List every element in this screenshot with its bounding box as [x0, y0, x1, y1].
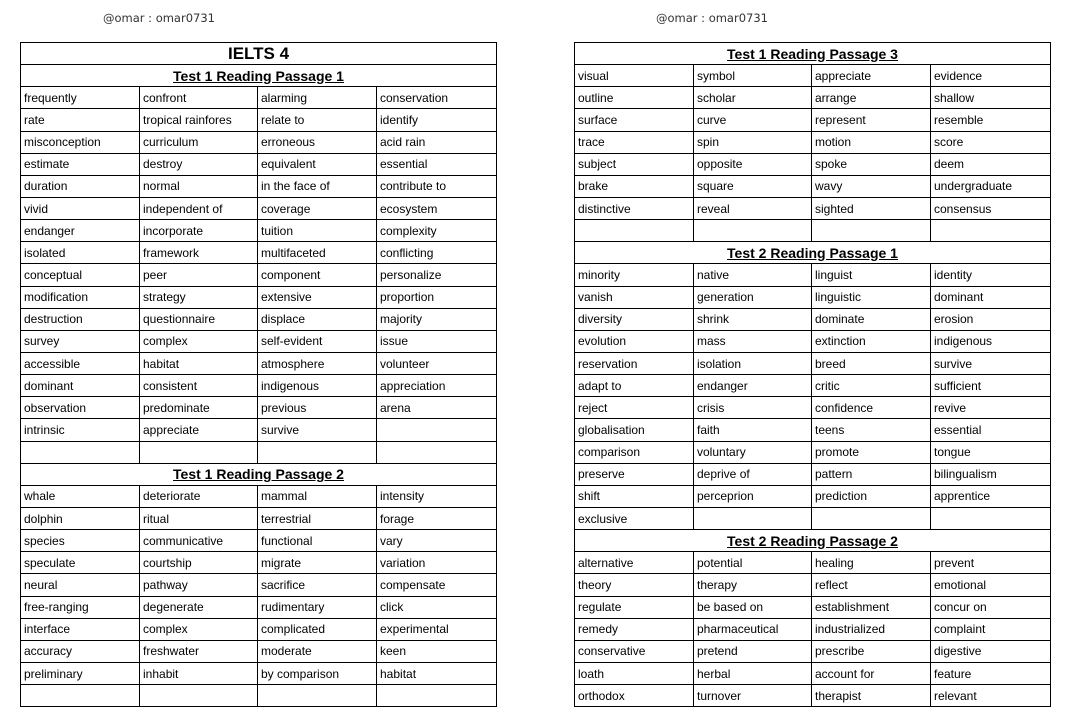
vocab-cell: vivid: [21, 197, 140, 219]
vocab-cell: inhabit: [140, 662, 258, 684]
table-row: [21, 485, 497, 507]
vocab-cell: acid rain: [377, 131, 497, 153]
vocab-cell: represent: [812, 109, 931, 131]
vocab-cell: atmosphere: [258, 352, 377, 374]
vocab-cell: reject: [575, 397, 694, 419]
vocab-cell: remedy: [575, 618, 694, 640]
vocab-cell: modification: [21, 286, 140, 308]
vocab-cell: mass: [694, 330, 812, 352]
vocab-cell: [931, 507, 1051, 529]
vocab-cell: linguistic: [812, 286, 931, 308]
vocab-cell: coverage: [258, 197, 377, 219]
vocab-cell: multifaceted: [258, 242, 377, 264]
table-row: [575, 87, 1051, 109]
table-row: [21, 596, 497, 618]
vocab-cell: destruction: [21, 308, 140, 330]
vocab-cell: spoke: [812, 153, 931, 175]
document-title: IELTS 4: [21, 43, 497, 65]
vocab-cell: comparison: [575, 441, 694, 463]
vocab-cell: trace: [575, 131, 694, 153]
table-row: [21, 286, 497, 308]
section-heading-row: [575, 43, 1051, 65]
vocab-cell: pattern: [812, 463, 931, 485]
vocab-cell: neural: [21, 574, 140, 596]
vocabulary-table-left: [20, 42, 497, 707]
table-row: [575, 596, 1051, 618]
section-heading: Test 2 Reading Passage 2: [575, 530, 1051, 552]
vocab-cell: whale: [21, 485, 140, 507]
vocab-cell: framework: [140, 242, 258, 264]
table-row: [21, 685, 497, 707]
vocab-cell: independent of: [140, 197, 258, 219]
table-row: [575, 286, 1051, 308]
vocab-cell: turnover: [694, 685, 812, 707]
vocab-cell: consistent: [140, 375, 258, 397]
vocab-cell: mammal: [258, 485, 377, 507]
vocab-cell: [377, 419, 497, 441]
vocab-cell: score: [931, 131, 1051, 153]
vocab-cell: feature: [931, 662, 1051, 684]
table-row: [575, 65, 1051, 87]
table-row: [21, 308, 497, 330]
vocab-cell: experimental: [377, 618, 497, 640]
vocab-cell: questionnaire: [140, 308, 258, 330]
vocab-cell: click: [377, 596, 497, 618]
table-row: [21, 264, 497, 286]
vocab-cell: exclusive: [575, 507, 694, 529]
vocab-cell: surface: [575, 109, 694, 131]
section-heading-row: [21, 65, 497, 87]
vocab-cell: survive: [258, 419, 377, 441]
vocab-cell: ritual: [140, 507, 258, 529]
table-row: [575, 197, 1051, 219]
vocab-cell: revive: [931, 397, 1051, 419]
vocab-cell: [931, 220, 1051, 242]
vocab-cell: sufficient: [931, 375, 1051, 397]
table-row: [21, 441, 497, 463]
table-row: [21, 419, 497, 441]
vocab-cell: appreciate: [812, 65, 931, 87]
vocab-cell: orthodox: [575, 685, 694, 707]
vocab-cell: [140, 685, 258, 707]
vocab-cell: destroy: [140, 153, 258, 175]
vocab-cell: endanger: [694, 375, 812, 397]
vocab-cell: generation: [694, 286, 812, 308]
vocab-cell: confidence: [812, 397, 931, 419]
vocab-cell: erroneous: [258, 131, 377, 153]
vocab-cell: tropical rainfores: [140, 109, 258, 131]
vocab-cell: reservation: [575, 352, 694, 374]
table-row: [21, 220, 497, 242]
vocab-cell: predominate: [140, 397, 258, 419]
vocab-cell: deprive of: [694, 463, 812, 485]
vocab-cell: visual: [575, 65, 694, 87]
vocab-cell: crisis: [694, 397, 812, 419]
vocab-cell: survive: [931, 352, 1051, 374]
vocab-cell: consensus: [931, 197, 1051, 219]
vocab-cell: rate: [21, 109, 140, 131]
vocab-cell: conservative: [575, 640, 694, 662]
vocab-cell: normal: [140, 175, 258, 197]
vocab-cell: complaint: [931, 618, 1051, 640]
section-heading: Test 1 Reading Passage 2: [21, 463, 497, 485]
vocab-cell: habitat: [140, 352, 258, 374]
vocab-cell: proportion: [377, 286, 497, 308]
vocab-cell: [575, 220, 694, 242]
vocab-cell: account for: [812, 662, 931, 684]
vocab-cell: globalisation: [575, 419, 694, 441]
vocab-cell: reflect: [812, 574, 931, 596]
vocab-cell: resemble: [931, 109, 1051, 131]
table-row: [575, 352, 1051, 374]
section-heading: Test 1 Reading Passage 1: [21, 65, 497, 87]
vocab-cell: healing: [812, 552, 931, 574]
table-row: [21, 175, 497, 197]
table-row: [575, 463, 1051, 485]
vocab-cell: vary: [377, 530, 497, 552]
table-row: [575, 640, 1051, 662]
table-row: [575, 507, 1051, 529]
vocab-cell: conflicting: [377, 242, 497, 264]
table-row: [21, 662, 497, 684]
vocab-cell: adapt to: [575, 375, 694, 397]
vocab-cell: confront: [140, 87, 258, 109]
table-row: [575, 552, 1051, 574]
vocab-cell: interface: [21, 618, 140, 640]
vocab-cell: symbol: [694, 65, 812, 87]
vocab-cell: frequently: [21, 87, 140, 109]
vocab-cell: subject: [575, 153, 694, 175]
page-header-left: @omar : omar0731: [103, 11, 215, 25]
vocab-cell: forage: [377, 507, 497, 529]
vocab-cell: arena: [377, 397, 497, 419]
vocab-cell: vanish: [575, 286, 694, 308]
table-row: [575, 264, 1051, 286]
table-row: [575, 419, 1051, 441]
vocab-cell: wavy: [812, 175, 931, 197]
vocab-cell: regulate: [575, 596, 694, 618]
vocab-cell: courtship: [140, 552, 258, 574]
vocab-cell: endanger: [21, 220, 140, 242]
vocab-cell: strategy: [140, 286, 258, 308]
vocab-cell: deem: [931, 153, 1051, 175]
vocab-cell: curriculum: [140, 131, 258, 153]
vocab-cell: displace: [258, 308, 377, 330]
vocab-cell: pathway: [140, 574, 258, 596]
vocab-cell: majority: [377, 308, 497, 330]
vocab-cell: diversity: [575, 308, 694, 330]
vocab-cell: conceptual: [21, 264, 140, 286]
table-row: [21, 242, 497, 264]
vocab-cell: survey: [21, 330, 140, 352]
table-row: [575, 485, 1051, 507]
vocab-cell: breed: [812, 352, 931, 374]
vocab-cell: variation: [377, 552, 497, 574]
vocab-cell: complicated: [258, 618, 377, 640]
vocab-cell: undergraduate: [931, 175, 1051, 197]
vocab-cell: isolation: [694, 352, 812, 374]
vocab-cell: essential: [931, 419, 1051, 441]
vocab-cell: bilingualism: [931, 463, 1051, 485]
vocab-cell: compensate: [377, 574, 497, 596]
vocab-cell: [812, 220, 931, 242]
vocab-cell: migrate: [258, 552, 377, 574]
vocab-cell: complex: [140, 330, 258, 352]
vocab-cell: dolphin: [21, 507, 140, 529]
vocab-cell: component: [258, 264, 377, 286]
vocab-cell: square: [694, 175, 812, 197]
vocab-cell: loath: [575, 662, 694, 684]
vocab-cell: brake: [575, 175, 694, 197]
vocab-cell: conservation: [377, 87, 497, 109]
vocab-cell: personalize: [377, 264, 497, 286]
vocab-cell: identify: [377, 109, 497, 131]
table-row: [21, 574, 497, 596]
table-row: [21, 87, 497, 109]
vocab-cell: establishment: [812, 596, 931, 618]
page-header-right: @omar : omar0731: [656, 11, 768, 25]
table-row: [575, 662, 1051, 684]
vocab-cell: voluntary: [694, 441, 812, 463]
vocab-cell: indigenous: [931, 330, 1051, 352]
vocab-cell: in the face of: [258, 175, 377, 197]
vocab-cell: critic: [812, 375, 931, 397]
vocab-cell: digestive: [931, 640, 1051, 662]
vocab-cell: theory: [575, 574, 694, 596]
section-heading-row: [575, 530, 1051, 552]
vocab-cell: accessible: [21, 352, 140, 374]
vocab-cell: [258, 685, 377, 707]
vocab-cell: prescribe: [812, 640, 931, 662]
vocab-cell: pharmaceutical: [694, 618, 812, 640]
vocab-cell: prediction: [812, 485, 931, 507]
vocab-cell: misconception: [21, 131, 140, 153]
vocab-cell: herbal: [694, 662, 812, 684]
vocab-cell: incorporate: [140, 220, 258, 242]
vocab-cell: linguist: [812, 264, 931, 286]
vocab-cell: distinctive: [575, 197, 694, 219]
vocab-cell: estimate: [21, 153, 140, 175]
vocab-cell: scholar: [694, 87, 812, 109]
vocab-cell: observation: [21, 397, 140, 419]
vocab-cell: issue: [377, 330, 497, 352]
vocab-cell: apprentice: [931, 485, 1051, 507]
vocab-cell: complexity: [377, 220, 497, 242]
vocab-cell: opposite: [694, 153, 812, 175]
vocab-cell: intensity: [377, 485, 497, 507]
vocab-cell: sacrifice: [258, 574, 377, 596]
vocab-cell: deteriorate: [140, 485, 258, 507]
vocab-cell: [812, 507, 931, 529]
table-row: [575, 685, 1051, 707]
vocab-cell: minority: [575, 264, 694, 286]
vocab-cell: alarming: [258, 87, 377, 109]
vocab-cell: [377, 441, 497, 463]
vocab-cell: be based on: [694, 596, 812, 618]
table-row: [575, 330, 1051, 352]
table-row: [575, 397, 1051, 419]
vocab-cell: faith: [694, 419, 812, 441]
vocab-cell: [21, 685, 140, 707]
vocab-cell: shallow: [931, 87, 1051, 109]
table-title-row: [21, 43, 497, 65]
vocab-cell: [694, 220, 812, 242]
vocab-cell: duration: [21, 175, 140, 197]
table-row: [575, 375, 1051, 397]
vocab-cell: moderate: [258, 640, 377, 662]
table-row: [575, 153, 1051, 175]
table-row: [21, 330, 497, 352]
vocab-cell: habitat: [377, 662, 497, 684]
vocab-cell: terrestrial: [258, 507, 377, 529]
vocab-cell: previous: [258, 397, 377, 419]
vocab-cell: equivalent: [258, 153, 377, 175]
table-row: [575, 308, 1051, 330]
vocab-cell: tongue: [931, 441, 1051, 463]
vocab-cell: ecosystem: [377, 197, 497, 219]
vocab-cell: speculate: [21, 552, 140, 574]
vocab-cell: therapy: [694, 574, 812, 596]
vocab-cell: outline: [575, 87, 694, 109]
vocab-cell: self-evident: [258, 330, 377, 352]
vocab-cell: free-ranging: [21, 596, 140, 618]
vocab-cell: appreciate: [140, 419, 258, 441]
vocab-cell: evolution: [575, 330, 694, 352]
vocab-cell: sighted: [812, 197, 931, 219]
section-heading: Test 1 Reading Passage 3: [575, 43, 1051, 65]
section-heading: Test 2 Reading Passage 1: [575, 242, 1051, 264]
section-heading-row: [575, 242, 1051, 264]
vocab-cell: therapist: [812, 685, 931, 707]
vocab-cell: perceprion: [694, 485, 812, 507]
vocab-cell: functional: [258, 530, 377, 552]
table-row: [575, 618, 1051, 640]
vocab-cell: identity: [931, 264, 1051, 286]
table-row: [21, 397, 497, 419]
vocab-cell: by comparison: [258, 662, 377, 684]
table-row: [21, 352, 497, 374]
vocab-cell: contribute to: [377, 175, 497, 197]
table-row: [21, 640, 497, 662]
vocab-cell: intrinsic: [21, 419, 140, 441]
vocab-cell: rudimentary: [258, 596, 377, 618]
vocab-cell: promote: [812, 441, 931, 463]
vocab-cell: communicative: [140, 530, 258, 552]
vocab-cell: motion: [812, 131, 931, 153]
vocab-cell: [377, 685, 497, 707]
vocab-cell: indigenous: [258, 375, 377, 397]
table-row: [575, 220, 1051, 242]
table-row: [21, 618, 497, 640]
vocab-cell: [21, 441, 140, 463]
vocab-cell: degenerate: [140, 596, 258, 618]
vocab-cell: dominant: [931, 286, 1051, 308]
table-row: [575, 131, 1051, 153]
vocabulary-table-right: [574, 42, 1051, 707]
vocab-cell: freshwater: [140, 640, 258, 662]
vocab-cell: shift: [575, 485, 694, 507]
vocab-cell: dominant: [21, 375, 140, 397]
table-row: [21, 552, 497, 574]
vocab-cell: native: [694, 264, 812, 286]
table-row: [21, 131, 497, 153]
vocab-cell: species: [21, 530, 140, 552]
table-row: [21, 197, 497, 219]
vocab-cell: complex: [140, 618, 258, 640]
vocab-cell: preserve: [575, 463, 694, 485]
vocab-cell: peer: [140, 264, 258, 286]
vocab-cell: essential: [377, 153, 497, 175]
vocab-cell: shrink: [694, 308, 812, 330]
vocab-cell: volunteer: [377, 352, 497, 374]
vocab-cell: alternative: [575, 552, 694, 574]
vocab-cell: curve: [694, 109, 812, 131]
vocab-cell: emotional: [931, 574, 1051, 596]
vocab-cell: potential: [694, 552, 812, 574]
vocab-cell: dominate: [812, 308, 931, 330]
table-row: [21, 153, 497, 175]
table-row: [21, 507, 497, 529]
table-row: [575, 109, 1051, 131]
vocab-cell: industrialized: [812, 618, 931, 640]
table-row: [575, 574, 1051, 596]
vocab-cell: appreciation: [377, 375, 497, 397]
vocab-cell: concur on: [931, 596, 1051, 618]
vocab-cell: reveal: [694, 197, 812, 219]
vocab-cell: erosion: [931, 308, 1051, 330]
vocab-cell: preliminary: [21, 662, 140, 684]
section-heading-row: [21, 463, 497, 485]
vocab-cell: arrange: [812, 87, 931, 109]
vocab-cell: accuracy: [21, 640, 140, 662]
vocab-cell: [694, 507, 812, 529]
vocab-cell: [140, 441, 258, 463]
vocab-cell: evidence: [931, 65, 1051, 87]
vocab-cell: isolated: [21, 242, 140, 264]
vocab-cell: teens: [812, 419, 931, 441]
table-row: [575, 441, 1051, 463]
vocab-cell: relate to: [258, 109, 377, 131]
vocab-cell: pretend: [694, 640, 812, 662]
vocab-cell: extensive: [258, 286, 377, 308]
vocab-cell: prevent: [931, 552, 1051, 574]
table-row: [21, 109, 497, 131]
table-row: [575, 175, 1051, 197]
vocab-cell: keen: [377, 640, 497, 662]
vocab-cell: spin: [694, 131, 812, 153]
vocab-cell: tuition: [258, 220, 377, 242]
table-row: [21, 375, 497, 397]
vocab-cell: relevant: [931, 685, 1051, 707]
vocab-cell: extinction: [812, 330, 931, 352]
table-row: [21, 530, 497, 552]
vocab-cell: [258, 441, 377, 463]
